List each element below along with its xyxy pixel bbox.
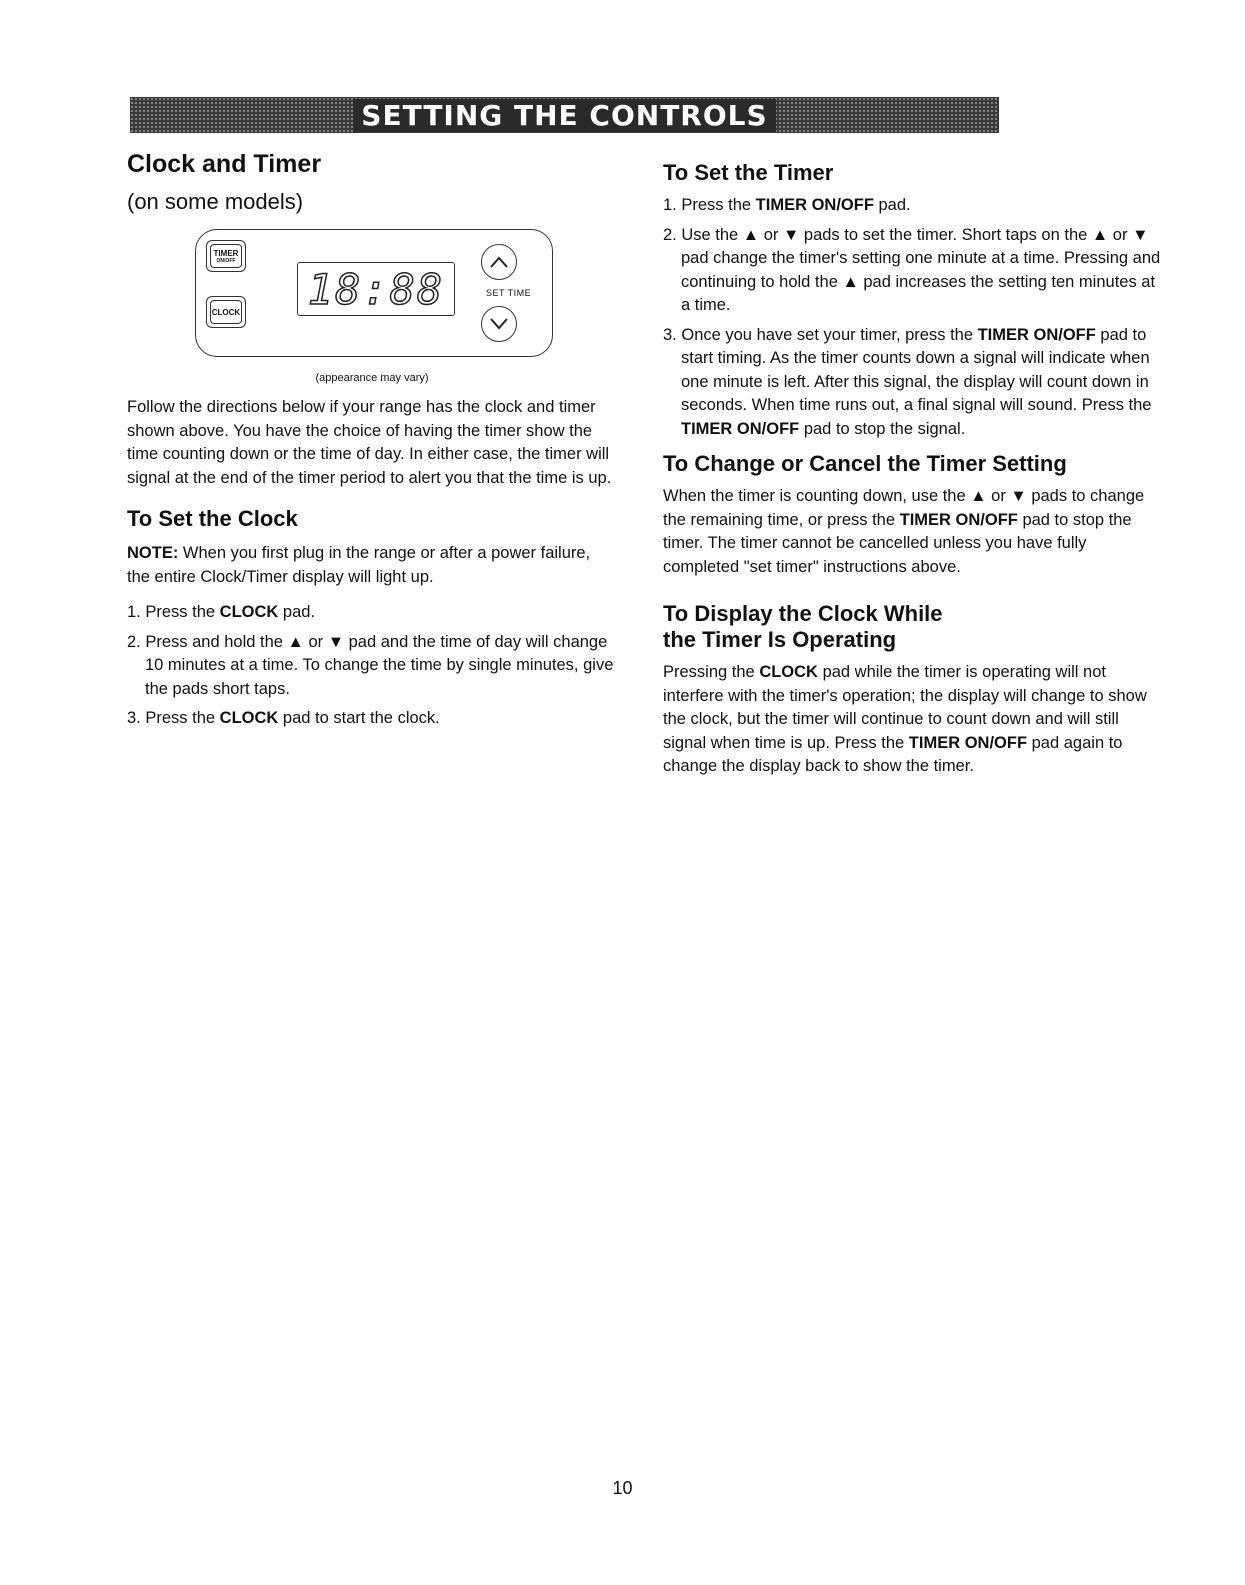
clock-pad-label: CLOCK <box>211 307 241 317</box>
list-item: 3. Once you have set your timer, press the TIMER ON/OFF pad to start timing. As the timer counts down a signal will indicate when one minute is left. After this signal, the display will count down in seconds. When time runs out, a final signal will sound. Press the TIMER ON/OFF pad to stop the signal. <box>663 325 1152 438</box>
list-item: 1. Press the TIMER ON/OFF pad. <box>663 196 911 214</box>
note-text: When you first plug in the range or after a power failure, the entire Clock/Timer display will light up. <box>127 544 591 586</box>
set-clock-steps <box>127 601 617 731</box>
note-paragraph <box>127 542 617 589</box>
set-timer-steps <box>663 194 1163 441</box>
set-time-label: SET TIME <box>486 288 532 298</box>
display-clock-heading-line2: the Timer Is Operating <box>663 627 897 652</box>
left-column <box>127 150 617 737</box>
change-timer-paragraph: When the timer is counting down, use the ▲ or ▼ pads to change the remaining time, or press the TIMER ON/OFF pad to stop the timer. The timer cannot be cancelled unless you have fully completed "set timer" instructions above. <box>663 487 1145 576</box>
section-banner <box>130 97 999 133</box>
control-panel-outline <box>195 229 553 357</box>
intro-paragraph: Follow the directions below if your range has the clock and timer shown above. You have the choice of having the timer show the time counting down or the time of day. In either case, the timer will signal at the end of the timer period to alert you that the time is up. <box>127 398 612 487</box>
note-label: NOTE: <box>127 544 179 562</box>
clock-timer-heading: Clock and Timer <box>127 150 322 178</box>
list-item: 3. Press the CLOCK pad to start the clock. <box>127 709 440 727</box>
set-timer-heading: To Set the Timer <box>663 160 834 185</box>
lcd-display <box>297 262 455 316</box>
down-arrow-icon <box>481 306 517 342</box>
list-item: 1. Press the CLOCK pad. <box>127 603 316 621</box>
up-arrow-icon <box>481 244 517 280</box>
lcd-digits: 18:88 <box>307 264 445 314</box>
appearance-caption: (appearance may vary) <box>315 372 429 384</box>
page-number: 10 <box>612 1478 633 1498</box>
clock-pad <box>206 296 246 328</box>
timer-pad-sublabel: ON/OFF <box>216 257 236 264</box>
timer-pad-label: TIMER <box>213 248 239 258</box>
change-timer-heading: To Change or Cancel the Timer Setting <box>663 451 1067 476</box>
set-clock-heading: To Set the Clock <box>127 506 298 531</box>
clock-timer-subheading: (on some models) <box>127 189 304 214</box>
right-column <box>663 160 1163 779</box>
control-panel-illustration <box>195 229 575 364</box>
banner-title: SETTING THE CONTROLS <box>353 99 775 132</box>
display-clock-paragraph: Pressing the CLOCK pad while the timer is operating will not interfere with the timer's operation; the display will change to show the clock, but the timer will continue to count down and will still signal when time is up. Press the TIMER ON/OFF pad again to change the display back to show the timer. <box>663 663 1147 775</box>
timer-onoff-pad <box>206 240 246 272</box>
list-item: 2. Press and hold the ▲ or ▼ pad and the time of day will change 10 minutes at a time. To change the time by single minutes, give the pads short taps. <box>127 632 614 698</box>
list-item: 2. Use the ▲ or ▼ pads to set the timer. Short taps on the ▲ or ▼ pad change the timer's setting one minute at a time. Pressing and continuing to hold the ▲ pad increases the setting ten minutes at a time. <box>663 225 1161 314</box>
display-clock-heading-line1: To Display the Clock While <box>663 601 943 626</box>
